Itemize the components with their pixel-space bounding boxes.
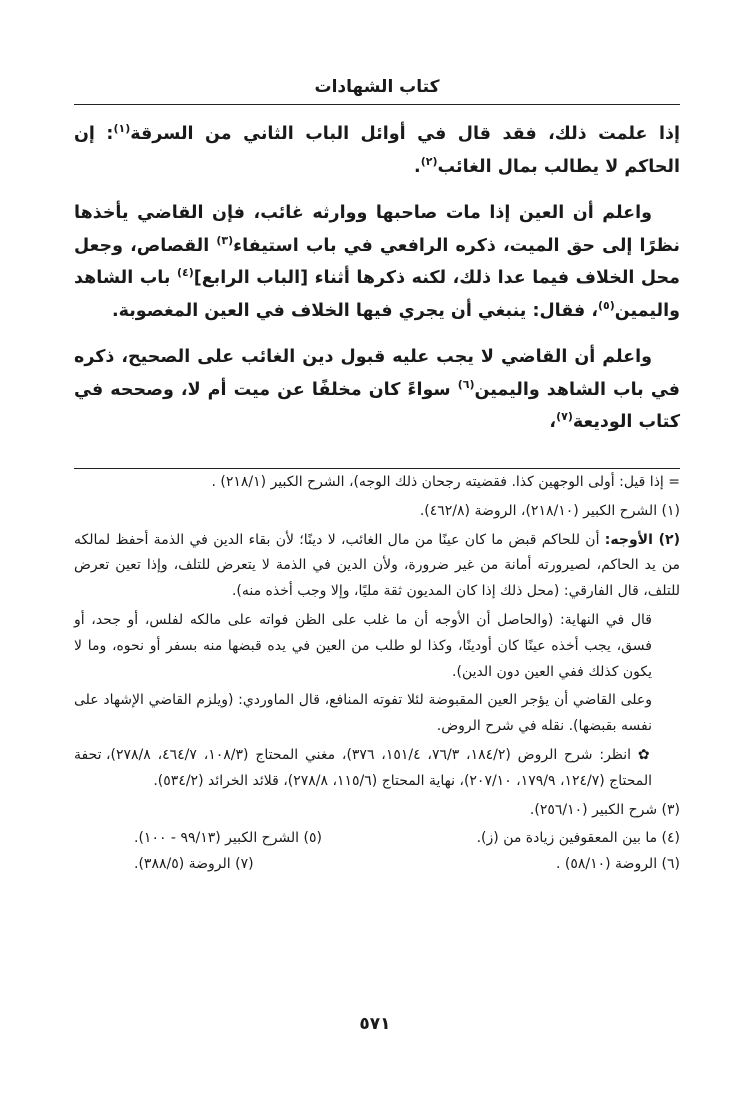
footnote-continuation: = إذا قيل: أولى الوجهين كذا. فقضيته رجحان ذلك الوجه)، الشرح الكبير (٢١٨/١) .: [211, 474, 680, 490]
footnote-2-text: أن للحاكم قبض ما كان عينًا من مال الغائب، لا دينًا؛ لأن بقاء الدين في الذمة أحفظ لمالكه من يد الحاكم، لصيرورته أمانة من غير ضرورة، ولأن الدين في الذمة لا يتعرض للتلف، وإذا تعين تعرض للتلف، قال الفارقي: (محل ذلك إذا كان المديون ثقة مليًا، وإلا وجب أخذه منه).: [74, 531, 680, 600]
footnote-ref-7[interactable]: (٧): [556, 410, 573, 424]
footnote-4: (٤) ما بين المعقوفين زيادة من (ز).: [476, 830, 680, 847]
paragraph-2: واعلم أن العين إذا مات صاحبها ووارثه غائب، فإن القاضي يأخذها نظرًا إلى حق الميت، ذكره الرافعي في باب استيفاء$^{(٣)}$ القصاص، وجعل محل الخلاف فيما عدا ذلك، لكنه ذكرها أثناء [الباب الرابع]$^{(٤)}$ باب الشاهد واليمين$^{(٥)}$، فقال: ينبغي أن يجري فيها الخلاف في العين المغصوبة.: [74, 203, 680, 321]
footnote-1: (١) الشرح الكبير (٢١٨/١٠)، الروضة (٤٦٢/٨).: [419, 502, 680, 519]
footnote-ref-1[interactable]: (١): [113, 122, 131, 136]
footnote-2-label: (٢) الأوجه:: [604, 531, 680, 548]
footnote-3: (٣) شرح الكبير (٢٥٦/١٠).: [529, 801, 680, 818]
main-text: [74, 118, 680, 453]
paragraph-1: إذا علمت ذلك، فقد قال في أوائل الباب الثاني من السرقة$^{(١)}$: إن الحاكم لا يطالب بمال الغائب$^{(٢)}$.: [74, 122, 680, 177]
header-rule: [74, 104, 680, 105]
footnote-row-4-5: [74, 826, 680, 852]
page-number: ٥٧١: [359, 1014, 391, 1034]
footnote-rule: [74, 468, 680, 469]
running-header: كتاب الشهادات: [314, 77, 440, 97]
paragraph-3: واعلم أن القاضي لا يجب عليه قبول دين الغائب على الصحيح، ذكره في باب الشاهد واليمين$^{(٦)}$ سواءً كان مخلفًا عن ميت أم لا، وصححه في كتاب الوديعة$^{(٧)}$،: [74, 347, 680, 432]
footnote-2: [74, 528, 680, 605]
footnote-2-paragraph-2: قال في النهاية: (والحاصل أن الأوجه أن ما غلب على الظن فواته على مالكه لفلس، أو جحد، أو فسق، يجب أخذه عينًا كان أودينًا، وكذا لو طلب من العين في يده قبضها منه بسفر أو نحوه، وما لا يكون كذلك ففي العين دون الدين).: [74, 611, 652, 680]
footnotes: [74, 470, 680, 878]
footnote-2-paragraph-3: وعلى القاضي أن يؤجر العين المقبوضة لئلا تفوته المنافع، قال الماوردي: (ويلزم القاضي الإشهاد على نفسه بقبضها). نقله في شرح الروض.: [74, 692, 652, 735]
footnote-ref-2[interactable]: (٢): [420, 154, 438, 168]
footnote-ref-6[interactable]: (٦): [457, 377, 475, 391]
footnote-2-references: ✿ انظر: شرح الروض (١٨٤/٢، ٧٦/٣، ١٥١/٤، ٣٧٦)، مغني المحتاج (١٠٨/٣، ٤٦٤/٧، ٢٧٨/٨)، تحفة المحتاج (١٢٤/٧، ١٧٩/٩، ٢٠٧/١٠)، نهاية المحتاج (١١٥/٦، ٢٧٨/٨)، قلائد الخرائد (٥٣٤/٢).: [74, 746, 653, 789]
footnote-7: (٧) الروضة (٣٨٨/٥).: [134, 856, 254, 873]
footnote-ref-3[interactable]: (٣): [216, 233, 234, 247]
footnote-ref-4[interactable]: (٤): [176, 266, 194, 280]
footnote-6: (٦) الروضة (٥٨/١٠) .: [555, 856, 680, 873]
footnote-5: (٥) الشرح الكبير (٩٩/١٣ - ١٠٠).: [134, 830, 322, 847]
footnote-ref-5[interactable]: (٥): [598, 298, 615, 312]
footnote-row-6-7: [74, 852, 680, 878]
